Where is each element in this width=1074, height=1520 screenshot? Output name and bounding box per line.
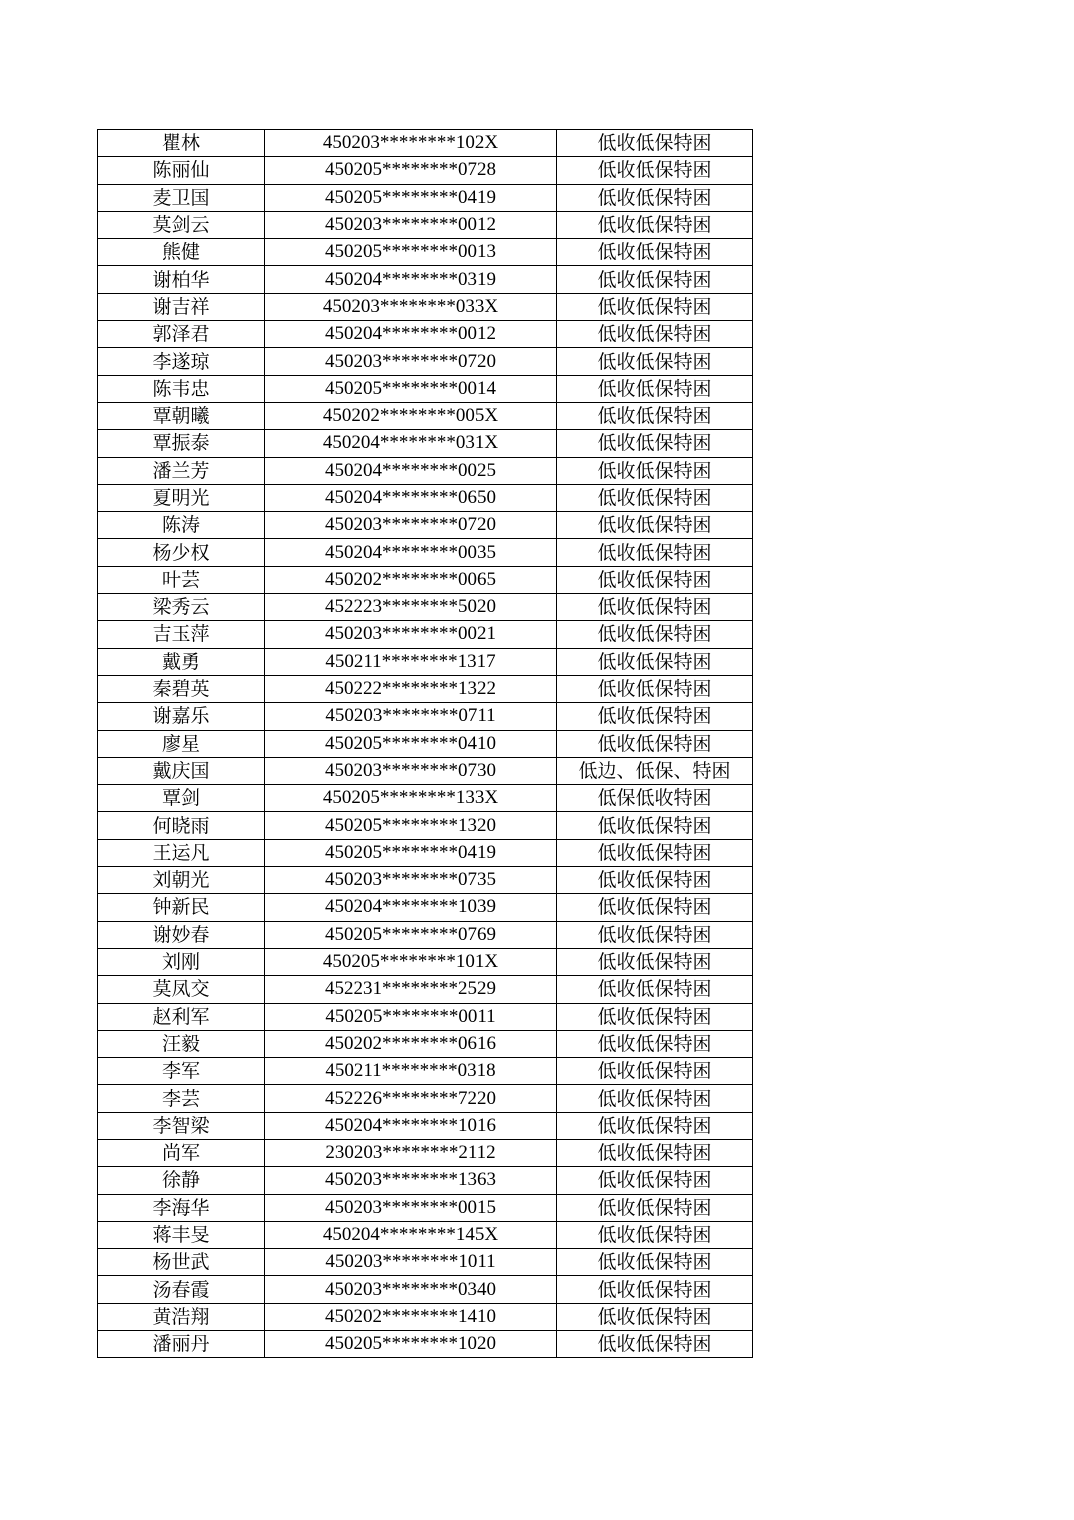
assistance-type-cell: 低收低保特困 [557,948,753,975]
id-number-cell: 450203********102X [265,130,557,157]
table-row [98,266,753,293]
table-row [98,402,753,429]
name-cell: 潘兰芳 [98,457,265,484]
assistance-type-cell: 低收低保特困 [557,512,753,539]
table-row [98,621,753,648]
id-number-cell: 230203********2112 [265,1139,557,1166]
id-number-cell: 450222********1322 [265,675,557,702]
name-cell: 刘刚 [98,948,265,975]
assistance-type-cell: 低收低保特困 [557,1221,753,1248]
name-cell: 杨世武 [98,1249,265,1276]
name-cell: 潘丽丹 [98,1331,265,1358]
name-cell: 汪毅 [98,1030,265,1057]
table-row [98,1249,753,1276]
assistance-type-cell: 低边、低保、特困 [557,757,753,784]
table-row [98,566,753,593]
table-row [98,867,753,894]
assistance-type-cell: 低收低保特困 [557,1058,753,1085]
id-number-cell: 450204********145X [265,1221,557,1248]
id-number-cell: 450203********033X [265,293,557,320]
id-number-cell: 450205********1020 [265,1331,557,1358]
name-cell: 覃剑 [98,785,265,812]
id-number-cell: 450203********1011 [265,1249,557,1276]
name-cell: 叶芸 [98,566,265,593]
table-row [98,539,753,566]
name-cell: 谢吉祥 [98,293,265,320]
id-number-cell: 450205********0014 [265,375,557,402]
id-number-cell: 450205********1320 [265,812,557,839]
assistance-type-cell: 低收低保特困 [557,921,753,948]
name-cell: 赵利军 [98,1003,265,1030]
name-cell: 吉玉萍 [98,621,265,648]
assistance-type-cell: 低收低保特困 [557,648,753,675]
table-row [98,293,753,320]
name-cell: 陈韦忠 [98,375,265,402]
id-number-cell: 450205********0419 [265,839,557,866]
id-number-cell: 450204********1016 [265,1112,557,1139]
assistance-type-cell: 低收低保特困 [557,1139,753,1166]
table-row [98,457,753,484]
assistance-type-cell: 低收低保特困 [557,621,753,648]
table-row [98,375,753,402]
id-number-cell: 450203********0720 [265,512,557,539]
assistance-type-cell: 低收低保特困 [557,1276,753,1303]
table-row [98,1331,753,1358]
table-row [98,839,753,866]
assistance-type-cell: 低收低保特困 [557,211,753,238]
assistance-type-cell: 低收低保特困 [557,484,753,511]
id-number-cell: 450203********0015 [265,1194,557,1221]
table-row [98,1167,753,1194]
name-cell: 谢妙春 [98,921,265,948]
assistance-type-cell: 低收低保特困 [557,1030,753,1057]
table-row [98,648,753,675]
name-cell: 谢柏华 [98,266,265,293]
id-number-cell: 450205********0728 [265,157,557,184]
assistance-type-cell: 低收低保特困 [557,402,753,429]
roster-table-body [98,130,753,1358]
id-number-cell: 450211********1317 [265,648,557,675]
id-number-cell: 450203********0720 [265,348,557,375]
id-number-cell: 450204********0025 [265,457,557,484]
table-row [98,484,753,511]
name-cell: 何晓雨 [98,812,265,839]
table-row [98,785,753,812]
id-number-cell: 450204********0012 [265,321,557,348]
assistance-type-cell: 低收低保特困 [557,730,753,757]
name-cell: 蒋丰旻 [98,1221,265,1248]
table-row [98,1276,753,1303]
name-cell: 戴庆国 [98,757,265,784]
id-number-cell: 450205********101X [265,948,557,975]
assistance-type-cell: 低收低保特困 [557,1003,753,1030]
assistance-type-cell: 低收低保特困 [557,675,753,702]
assistance-type-cell: 低收低保特困 [557,867,753,894]
assistance-type-cell: 低收低保特困 [557,839,753,866]
name-cell: 麦卫国 [98,184,265,211]
assistance-type-cell: 低收低保特困 [557,703,753,730]
assistance-type-cell: 低收低保特困 [557,1085,753,1112]
name-cell: 李智梁 [98,1112,265,1139]
assistance-type-cell: 低收低保特困 [557,566,753,593]
id-number-cell: 452223********5020 [265,594,557,621]
id-number-cell: 450205********0769 [265,921,557,948]
name-cell: 覃振泰 [98,430,265,457]
roster-table [97,129,753,1358]
name-cell: 李海华 [98,1194,265,1221]
id-number-cell: 450205********133X [265,785,557,812]
id-number-cell: 450211********0318 [265,1058,557,1085]
name-cell: 瞿林 [98,130,265,157]
assistance-type-cell: 低收低保特困 [557,375,753,402]
assistance-type-cell: 低收低保特困 [557,293,753,320]
assistance-type-cell: 低收低保特困 [557,266,753,293]
assistance-type-cell: 低收低保特困 [557,976,753,1003]
name-cell: 夏明光 [98,484,265,511]
table-row [98,1058,753,1085]
table-row [98,894,753,921]
id-number-cell: 450202********0616 [265,1030,557,1057]
id-number-cell: 450203********1363 [265,1167,557,1194]
id-number-cell: 450202********1410 [265,1303,557,1330]
id-number-cell: 450203********0730 [265,757,557,784]
name-cell: 秦碧英 [98,675,265,702]
name-cell: 刘朝光 [98,867,265,894]
assistance-type-cell: 低收低保特困 [557,1249,753,1276]
table-row [98,594,753,621]
table-row [98,239,753,266]
name-cell: 尚军 [98,1139,265,1166]
table-row [98,948,753,975]
table-row [98,703,753,730]
name-cell: 李军 [98,1058,265,1085]
id-number-cell: 450205********0419 [265,184,557,211]
name-cell: 莫剑云 [98,211,265,238]
assistance-type-cell: 低收低保特困 [557,348,753,375]
id-number-cell: 450205********0011 [265,1003,557,1030]
id-number-cell: 450203********0735 [265,867,557,894]
name-cell: 谢嘉乐 [98,703,265,730]
table-row [98,348,753,375]
table-row [98,1139,753,1166]
name-cell: 陈涛 [98,512,265,539]
table-row [98,730,753,757]
assistance-type-cell: 低收低保特困 [557,1194,753,1221]
table-row [98,1221,753,1248]
id-number-cell: 450204********0650 [265,484,557,511]
table-row [98,512,753,539]
assistance-type-cell: 低收低保特困 [557,239,753,266]
id-number-cell: 450204********0319 [265,266,557,293]
table-row [98,1303,753,1330]
id-number-cell: 450202********0065 [265,566,557,593]
assistance-type-cell: 低收低保特困 [557,321,753,348]
id-number-cell: 452231********2529 [265,976,557,1003]
id-number-cell: 452226********7220 [265,1085,557,1112]
table-row [98,184,753,211]
assistance-type-cell: 低收低保特困 [557,1303,753,1330]
name-cell: 汤春霞 [98,1276,265,1303]
name-cell: 黄浩翔 [98,1303,265,1330]
table-row [98,157,753,184]
id-number-cell: 450204********1039 [265,894,557,921]
name-cell: 梁秀云 [98,594,265,621]
id-number-cell: 450204********0035 [265,539,557,566]
id-number-cell: 450203********0021 [265,621,557,648]
assistance-type-cell: 低收低保特困 [557,1167,753,1194]
assistance-type-cell: 低收低保特困 [557,594,753,621]
table-row [98,812,753,839]
name-cell: 李遂琼 [98,348,265,375]
id-number-cell: 450205********0013 [265,239,557,266]
table-row [98,130,753,157]
assistance-type-cell: 低收低保特困 [557,130,753,157]
assistance-type-cell: 低收低保特困 [557,894,753,921]
name-cell: 徐静 [98,1167,265,1194]
table-row [98,921,753,948]
assistance-type-cell: 低收低保特困 [557,457,753,484]
name-cell: 熊健 [98,239,265,266]
assistance-type-cell: 低收低保特困 [557,430,753,457]
id-number-cell: 450202********005X [265,402,557,429]
table-row [98,1194,753,1221]
assistance-type-cell: 低保低收特困 [557,785,753,812]
table-row [98,976,753,1003]
name-cell: 陈丽仙 [98,157,265,184]
name-cell: 郭泽君 [98,321,265,348]
table-row [98,1112,753,1139]
assistance-type-cell: 低收低保特困 [557,1331,753,1358]
name-cell: 王运凡 [98,839,265,866]
assistance-type-cell: 低收低保特困 [557,157,753,184]
table-row [98,430,753,457]
name-cell: 廖星 [98,730,265,757]
id-number-cell: 450203********0711 [265,703,557,730]
table-row [98,211,753,238]
name-cell: 杨少权 [98,539,265,566]
table-row [98,1030,753,1057]
assistance-type-cell: 低收低保特困 [557,812,753,839]
table-row [98,675,753,702]
name-cell: 莫凤交 [98,976,265,1003]
assistance-type-cell: 低收低保特困 [557,184,753,211]
table-row [98,321,753,348]
id-number-cell: 450204********031X [265,430,557,457]
table-row [98,757,753,784]
id-number-cell: 450203********0340 [265,1276,557,1303]
assistance-type-cell: 低收低保特困 [557,539,753,566]
table-row [98,1003,753,1030]
id-number-cell: 450205********0410 [265,730,557,757]
assistance-type-cell: 低收低保特困 [557,1112,753,1139]
table-row [98,1085,753,1112]
id-number-cell: 450203********0012 [265,211,557,238]
name-cell: 钟新民 [98,894,265,921]
name-cell: 李芸 [98,1085,265,1112]
name-cell: 覃朝曦 [98,402,265,429]
name-cell: 戴勇 [98,648,265,675]
